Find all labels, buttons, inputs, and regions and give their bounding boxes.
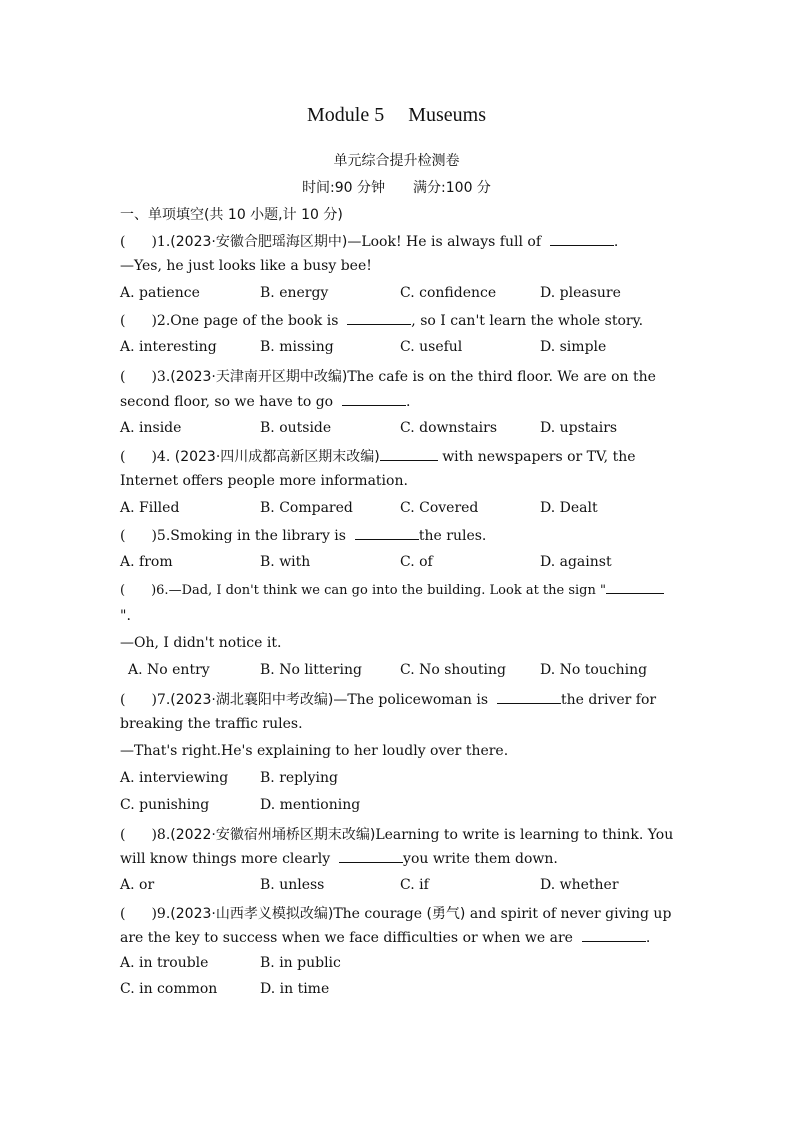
page-title: [0, 104, 793, 127]
question-4-line2: Internet offers people more information.: [120, 473, 408, 489]
option-d: D. against: [540, 554, 612, 570]
answer-blank[interactable]: [582, 929, 646, 942]
option-d: D. upstairs: [540, 420, 618, 436]
question-6-line2: ".: [120, 608, 131, 624]
option-c: C. of: [400, 554, 433, 570]
answer-blank[interactable]: [497, 691, 561, 704]
option-b: B. with: [260, 554, 311, 570]
option-a: A. in trouble: [120, 955, 209, 971]
answer-blank[interactable]: [380, 448, 438, 461]
option-c: C. downstairs: [400, 420, 498, 436]
question-8-line2: will know things more clearly you write them down.: [120, 851, 558, 867]
question-4: ( )4. (2023·四川成都高新区期末改编) with newspapers or TV, the: [120, 449, 636, 465]
question-2: ( )2.One page of the book is , so I can't learn the whole story.: [120, 313, 644, 329]
subtitle: 单元综合提升检测卷: [333, 153, 460, 169]
option-b: B. in public: [260, 955, 341, 971]
option-b: B. replying: [260, 770, 338, 786]
question-7-line2: breaking the traffic rules.: [120, 716, 303, 732]
option-d: D. whether: [540, 877, 619, 893]
time-label: 时间:90 分钟: [302, 180, 386, 196]
answer-blank[interactable]: [339, 850, 403, 863]
answer-blank[interactable]: [550, 233, 614, 246]
option-d: D. pleasure: [540, 285, 621, 301]
question-6: ( )6.—Dad, I don't think we can go into the building. Look at the sign ": [120, 581, 664, 598]
option-c: C. No shouting: [400, 662, 506, 678]
question-6-line3: —Oh, I didn't notice it.: [120, 635, 282, 651]
option-c: C. if: [400, 877, 429, 893]
question-9: ( )9.(2023·山西孝义模拟改编)The courage (勇气) and spirit of never giving up: [120, 906, 672, 922]
module-label: Module 5: [306, 104, 385, 126]
option-b: B. unless: [260, 877, 325, 893]
question-3: ( )3.(2023·天津南开区期中改编)The cafe is on the third floor. We are on the: [120, 369, 656, 385]
option-a: A. interviewing: [120, 770, 229, 786]
option-a: A. Filled: [120, 500, 180, 516]
option-c: C. confidence: [400, 285, 497, 301]
answer-blank[interactable]: [606, 581, 664, 594]
question-1: ( )1.(2023·安徽合肥瑶海区期中)—Look! He is always full of .: [120, 234, 619, 250]
option-a: A. inside: [120, 420, 182, 436]
option-a: A. No entry: [128, 662, 210, 678]
option-b: B. Compared: [260, 500, 353, 516]
question-8: ( )8.(2022·安徽宿州埇桥区期末改编)Learning to write is learning to think. You: [120, 827, 674, 843]
option-b: B. outside: [260, 420, 332, 436]
option-a: A. from: [120, 554, 173, 570]
question-5: ( )5.Smoking in the library is the rules.: [120, 528, 487, 544]
question-7-line3: —That's right.He's explaining to her loudly over there.: [120, 743, 509, 759]
section-heading: 一、单项填空(共 10 小题,计 10 分): [120, 207, 343, 223]
answer-blank[interactable]: [347, 312, 411, 325]
option-d: D. Dealt: [540, 500, 598, 516]
topic-label: Museums: [408, 104, 486, 126]
option-d: D. No touching: [540, 662, 648, 678]
option-d: D. mentioning: [260, 797, 361, 813]
option-c: C. Covered: [400, 500, 479, 516]
question-7: ( )7.(2023·湖北襄阳中考改编)—The policewoman is the driver for: [120, 692, 657, 708]
question-3-line2: second floor, so we have to go .: [120, 394, 411, 410]
option-d: D. in time: [260, 981, 330, 997]
option-c: C. in common: [120, 981, 218, 997]
option-c: C. useful: [400, 339, 463, 355]
option-a: A. interesting: [120, 339, 217, 355]
score-label: 满分:100 分: [413, 180, 491, 196]
option-a: A. patience: [120, 285, 200, 301]
option-b: B. energy: [260, 285, 329, 301]
question-9-line2: are the key to success when we face difficulties or when we are .: [120, 930, 651, 946]
option-c: C. punishing: [120, 797, 210, 813]
option-a: A. or: [120, 877, 155, 893]
option-b: B. missing: [260, 339, 334, 355]
option-b: B. No littering: [260, 662, 362, 678]
answer-blank[interactable]: [342, 393, 406, 406]
option-d: D. simple: [540, 339, 607, 355]
exam-meta: [0, 177, 793, 197]
answer-blank[interactable]: [355, 527, 419, 540]
question-1-line2: —Yes, he just looks like a busy bee!: [120, 258, 372, 274]
